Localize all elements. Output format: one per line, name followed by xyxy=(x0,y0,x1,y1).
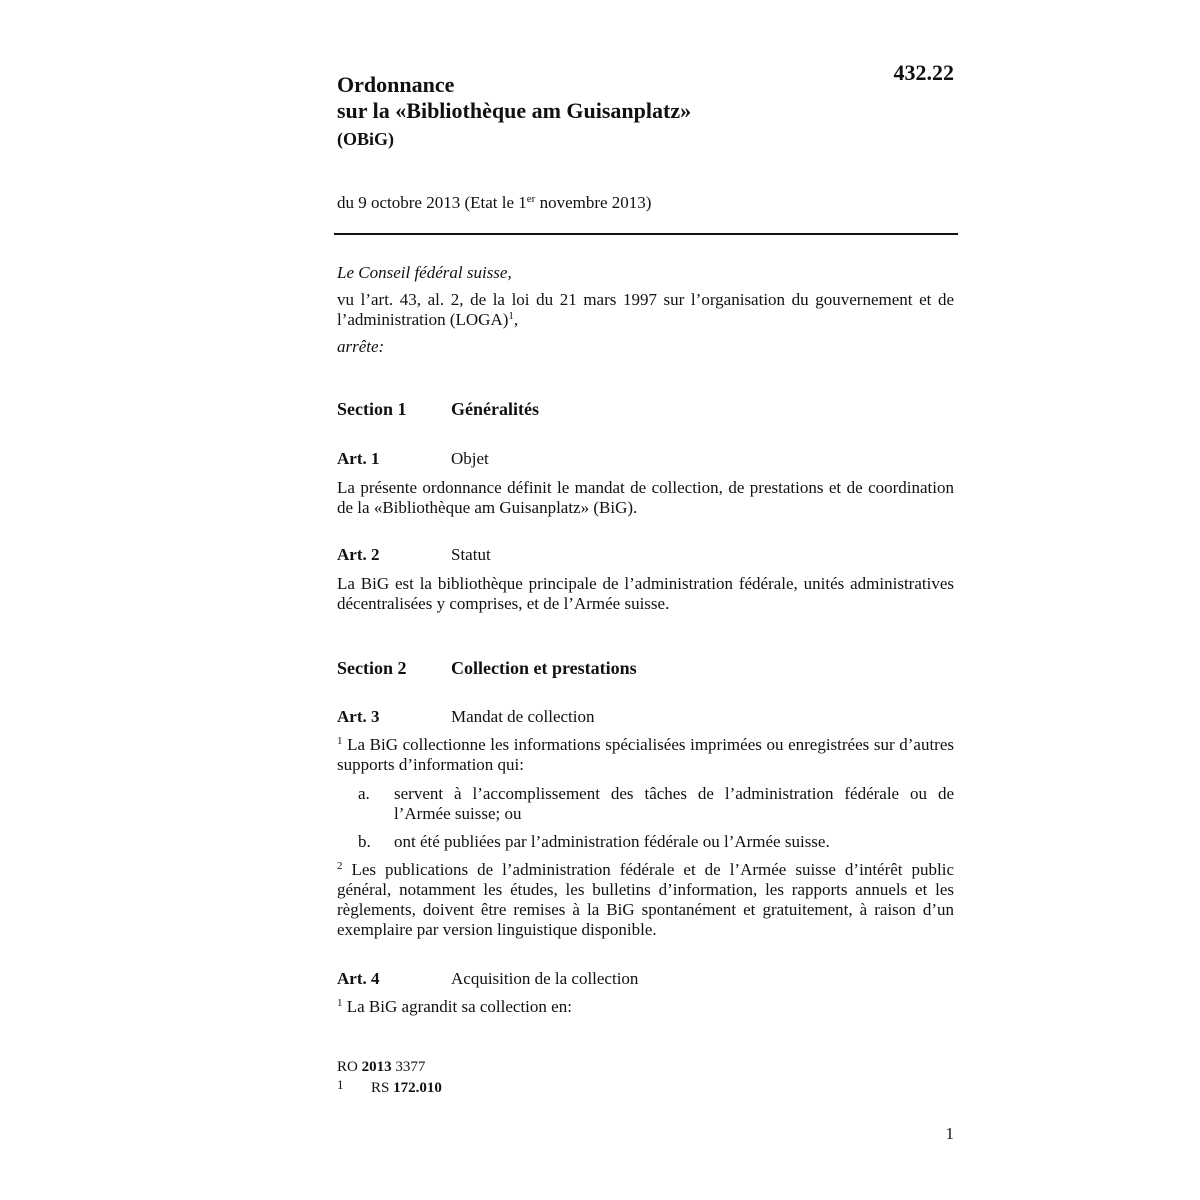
art-3-para-1 xyxy=(337,735,954,775)
art-2-number: Art. 2 xyxy=(337,545,380,564)
paragraph-number: 1 xyxy=(337,735,343,747)
date-prefix: du 9 octobre 2013 (Etat le 1 xyxy=(337,193,527,212)
list-item-text-b: ont été publiées par l’administration fédérale ou l’Armée suisse. xyxy=(394,832,830,851)
footnote-1 xyxy=(371,1080,442,1097)
ro-prefix: RO xyxy=(337,1059,362,1075)
document-abbreviation: (OBiG) xyxy=(337,129,394,149)
document-title xyxy=(337,72,691,124)
sr-number: 432.22 xyxy=(893,60,954,85)
paragraph-text: La BiG collectionne les informations spécialisées imprimées ou enregistrées sur d’autres supports d’information qui: xyxy=(337,735,954,774)
title-line-1: Ordonnance xyxy=(337,72,455,97)
art-1-title: Objet xyxy=(451,449,489,468)
list-item-text-a: servent à l’accomplissement des tâches de l’administration fédérale ou de l’Armée suisse; ou xyxy=(394,784,954,823)
date-suffix: novembre 2013) xyxy=(535,193,652,212)
art-3-para-2 xyxy=(337,860,954,940)
art-4-title: Acquisition de la collection xyxy=(451,969,639,988)
art-4-number: Art. 4 xyxy=(337,969,380,988)
art-3-title: Mandat de collection xyxy=(451,707,595,726)
title-line-2: sur la «Bibliothèque am Guisanplatz» xyxy=(337,98,692,123)
header-divider xyxy=(334,233,958,235)
paragraph-number: 2 xyxy=(337,860,343,872)
section-2-title: Collection et prestations xyxy=(451,658,637,678)
legal-basis-text: vu l’art. 43, al. 2, de la loi du 21 mars 1997 sur l’organisation du gouvernement et de l’administration (LOGA) xyxy=(337,290,954,329)
section-2-number: Section 2 xyxy=(337,658,407,678)
ro-page: 3377 xyxy=(391,1059,426,1075)
art-4-para-1 xyxy=(337,997,954,1017)
paragraph-text: Les publications de l’administration fédérale et de l’Armée suisse d’intérêt public général, notamment les études, les bulletins d’information, les rapports annuels et les règlements, doivent être remises à la BiG spontanément et gratuitement, à raison d’un exemplaire par version linguistique disponible. xyxy=(337,860,954,939)
section-1-title: Généralités xyxy=(451,399,539,419)
preamble-legal-basis xyxy=(337,290,954,330)
footnote-ro xyxy=(337,1059,425,1076)
legal-basis-end: , xyxy=(513,310,519,329)
paragraph-number: 1 xyxy=(337,997,343,1009)
fn1-ref[interactable]: 172.010 xyxy=(393,1080,442,1096)
art-1-number: Art. 1 xyxy=(337,449,380,468)
art-3-number: Art. 3 xyxy=(337,707,380,726)
ro-year: 2013 xyxy=(361,1059,392,1075)
footnote-ref-1[interactable]: 1 xyxy=(508,310,514,322)
art-2-title: Statut xyxy=(451,545,491,564)
date-superscript: er xyxy=(526,193,536,205)
art-1-text: La présente ordonnance définit le mandat de collection, de prestations et de coordination de la «Bibliothèque am Guisanplatz» (BiG). xyxy=(337,478,954,517)
list-item-letter-a: a. xyxy=(358,784,370,803)
preamble-authority: Le Conseil fédéral suisse, xyxy=(337,263,512,282)
list-item-letter-b: b. xyxy=(358,832,371,851)
page-number: 1 xyxy=(945,1124,954,1143)
section-1-number: Section 1 xyxy=(337,399,407,419)
footnote-1-marker: 1 xyxy=(337,1077,344,1092)
paragraph-text: La BiG agrandit sa collection en: xyxy=(342,997,572,1016)
fn1-prefix: RS xyxy=(371,1080,394,1096)
art-2-text: La BiG est la bibliothèque principale de l’administration fédérale, unités administratives décentralisées y comprises, et de l’Armée suisse. xyxy=(337,574,954,613)
preamble-decree: arrête: xyxy=(337,337,385,356)
document-date xyxy=(337,193,651,213)
